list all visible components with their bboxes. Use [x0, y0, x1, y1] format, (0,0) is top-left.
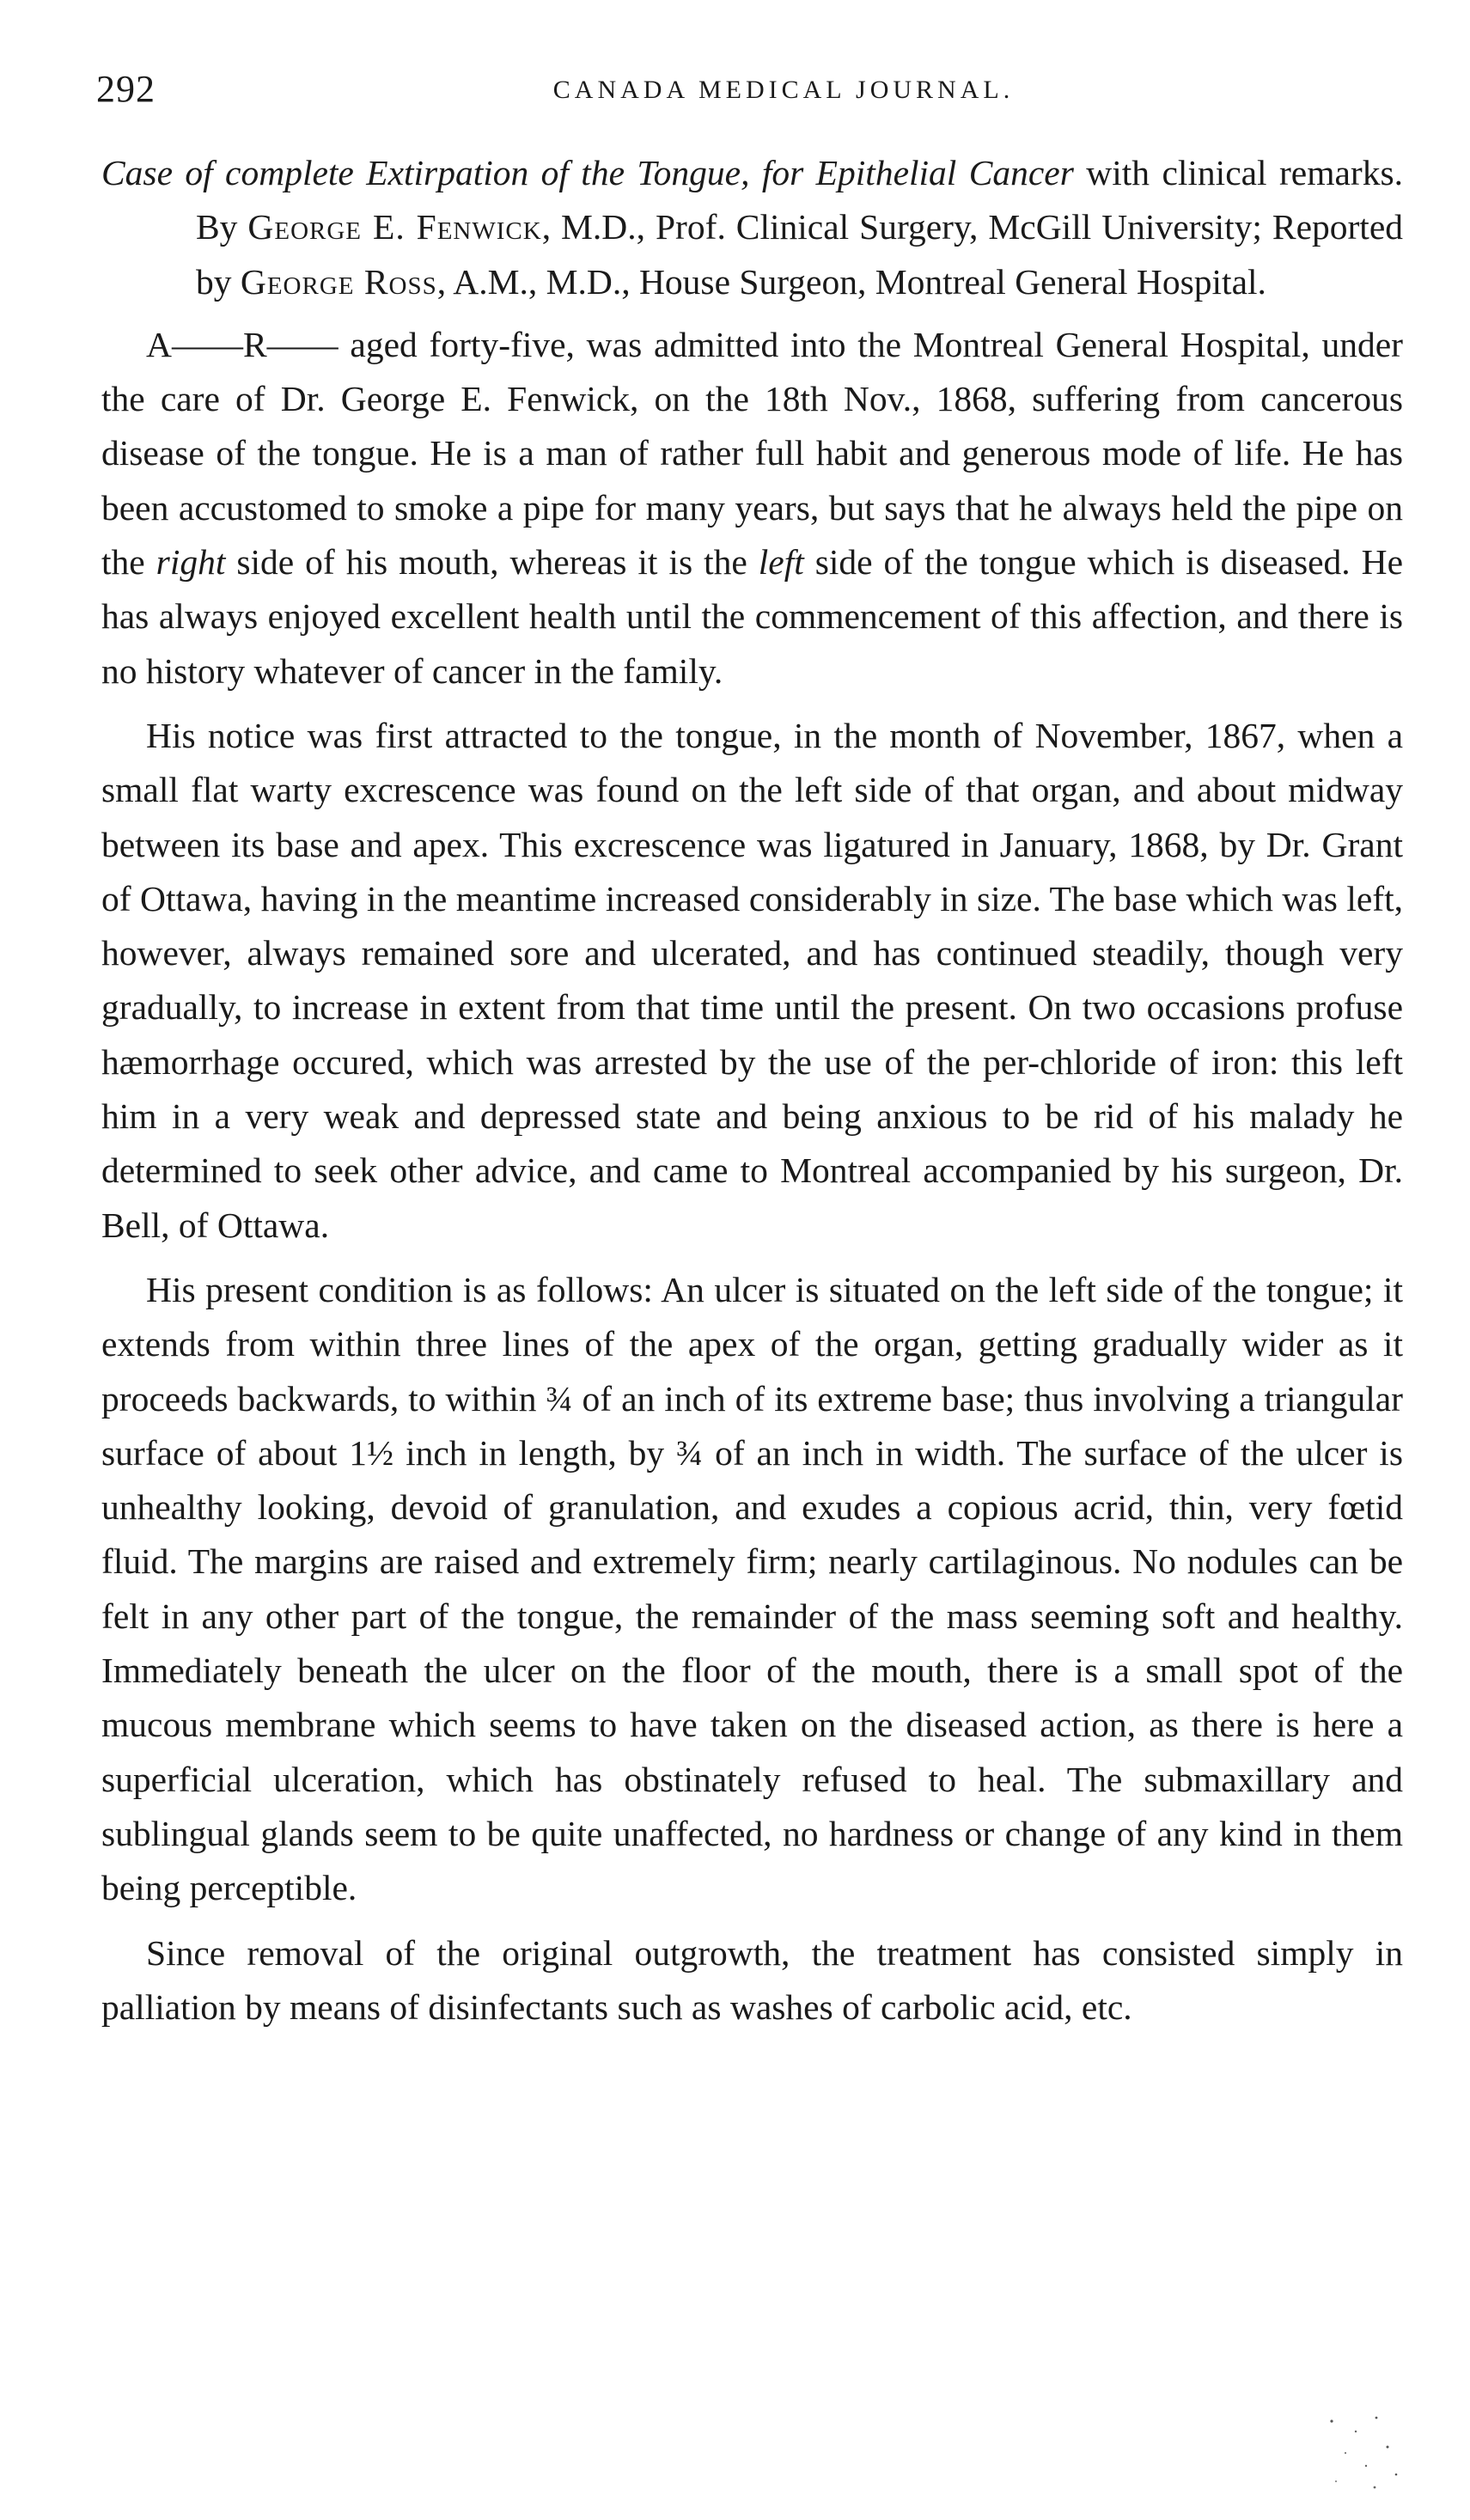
paragraph-1-middle: side of his mouth, whereas it is the: [225, 542, 759, 583]
paragraph-1: [101, 318, 1403, 699]
paragraph-1-emphasis-right: right: [156, 542, 226, 583]
page-number: 292: [96, 68, 156, 110]
author-name: George E. Fenwick: [247, 207, 542, 247]
paragraph-1-emphasis-left: left: [758, 542, 804, 583]
title-italic: Case of complete Extirpation of the Tongue, for Epithelial Cancer: [101, 153, 1074, 192]
paragraph-3: His present condition is as follows: An ulcer is situated on the left side of the tongue; it extends from within three lines of the apex of the organ, getting gradually wider as it proceeds backwards, to within ¾ of an inch of its extreme base; thus involving a triangular surface of about 1½ inch in length, by ¾ of an inch in width. The surface of the ulcer is unhealthy looking, devoid of granulation, and exudes a copious acrid, thin, very fœtid fluid. The margins are raised and extremely firm; nearly cartilaginous. No nodules can be felt in any other part of the tongue, the remainder of the mass seeming soft and healthy. Immediately beneath the ulcer on the floor of the mouth, there is a small spot of the mucous membrane which seems to have taken on the diseased action, as there is here a superficial ulceration, which has obstinately refused to heal. The submaxillary and sublingual glands seem to be quite unaffected, no hardness or change of any kind in them being perceptible.: [101, 1269, 1403, 1908]
title-rest-2: , M.D., Prof. Clinical Surgery, McGill University; Reported by: [196, 207, 1404, 302]
paragraph-1-start: A——R—— aged forty-five, was admitted into the Montreal General Hospital, under the care of Dr. George E. Fenwick, on the 18th Nov., 1868, suffering from cancerous disease of the tongue. He is a man of rather full habit and generous mode of life. He has been accustomed to smoke a pipe for many years, but says that he always held the pipe on the: [101, 324, 1403, 583]
page-header: [96, 67, 1411, 119]
paragraph-4: Since removal of the original outgrowth, the treatment has consisted simply in palliation by means of disinfectants such as washes of carbolic acid, etc.: [101, 1932, 1403, 2027]
article-body: [101, 146, 1403, 2035]
print-specks-decoration: [1314, 2406, 1409, 2500]
running-head: CANADA MEDICAL JOURNAL.: [552, 76, 1015, 104]
paragraph-1-end: side of the tongue which is diseased. He has always enjoyed excellent health until the commencement of this affection, and there is no history whatever of cancer in the family.: [101, 542, 1403, 691]
title-rest-1: with clinical remarks. By: [196, 153, 1403, 247]
article-title: [101, 146, 1403, 309]
paragraph-2: His notice was first attracted to the tongue, in the month of November, 1867, when a small flat warty excrescence was found on the left side of that organ, and about midway between its base and apex. This excrescence was ligatured in January, 1868, by Dr. Grant of Ottawa, having in the meantime increased considerably in size. The base which was left, however, always remained sore and ulcerated, and has continued steadily, though very gradually, to increase in extent from that time until the present. On two occasions profuse hæmorrhage occured, which was arrested by the use of the per-chloride of iron: this left him in a very weak and depressed state and being anxious to be rid of his malady he determined to seek other advice, and came to Montreal accompanied by his surgeon, Dr. Bell, of Ottawa.: [101, 715, 1403, 1245]
title-rest-3: , A.M., M.D., House Surgeon, Montreal General Hospital.: [436, 261, 1266, 302]
reporter-name: George Ross: [240, 261, 437, 302]
